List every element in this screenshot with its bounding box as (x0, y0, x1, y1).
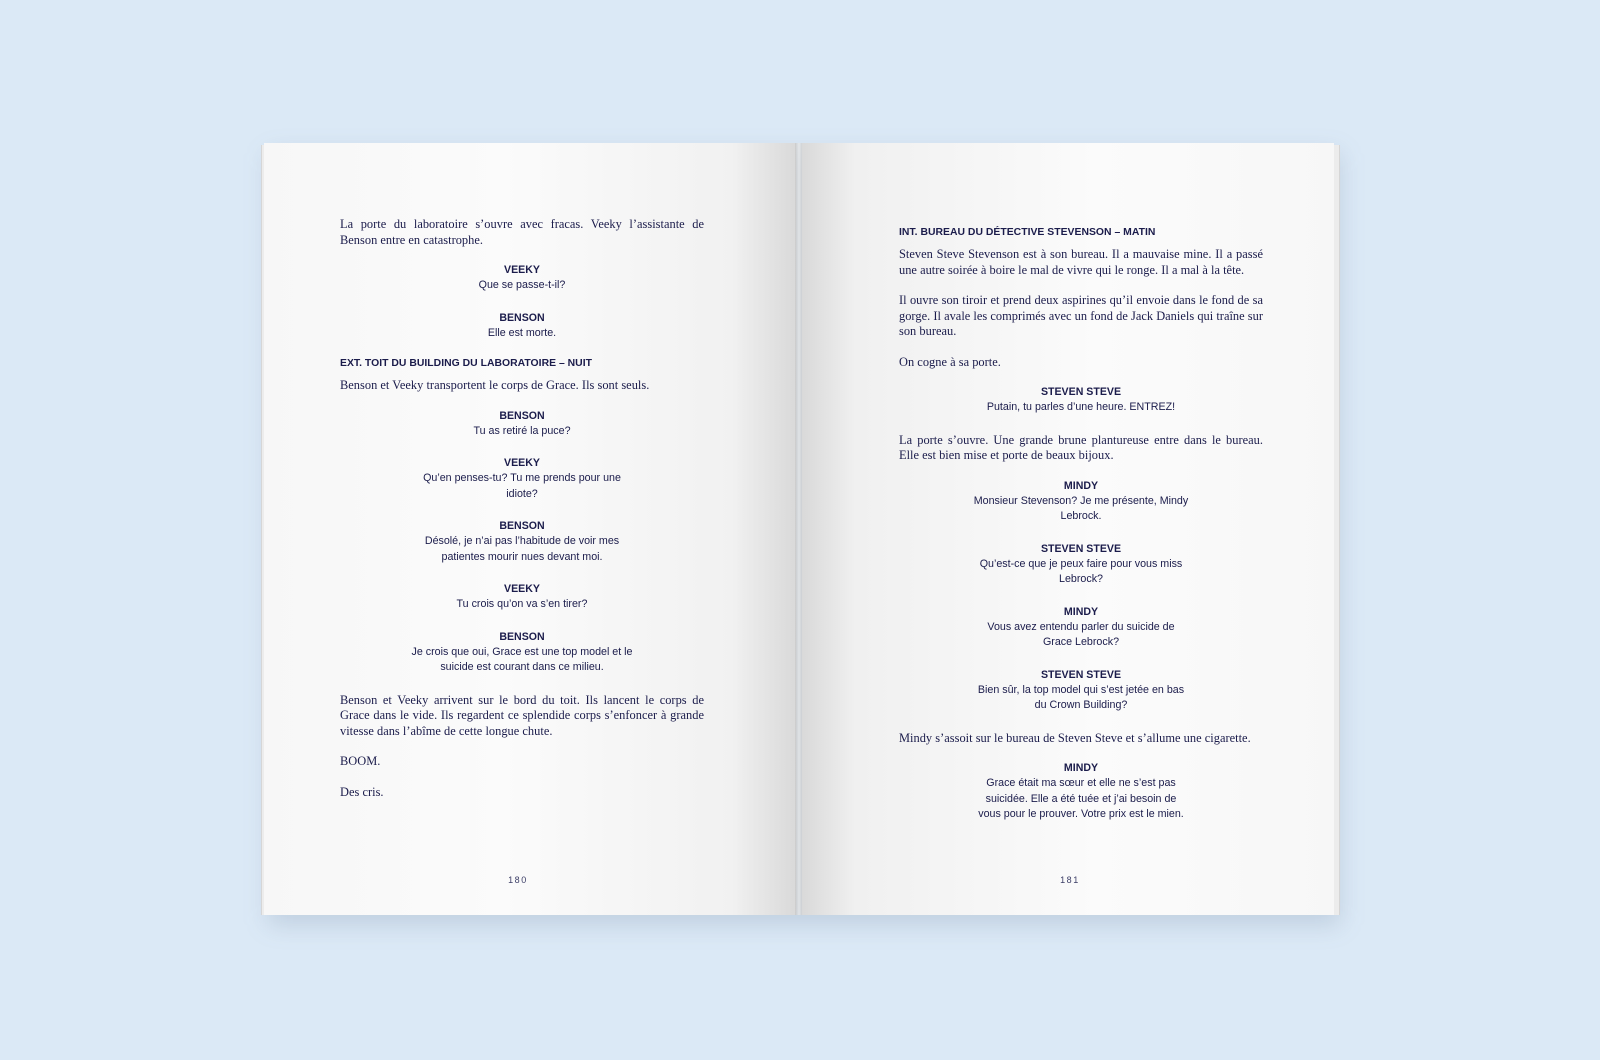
dialogue-line: suicidée. Elle a été tuée et j’ai besoin de (985, 792, 1177, 805)
action-paragraph: BOOM. (340, 754, 381, 768)
dialogue-line: Tu crois qu’on va s’en tirer? (456, 598, 588, 610)
dialogue-block (956, 385, 1206, 416)
character-name: VEEKY (504, 457, 540, 469)
dialogue-line: Grace Lebrock? (1042, 636, 1120, 648)
dialogue-line: Grace était ma sœur et elle ne s’est pas (986, 777, 1176, 789)
dialogue-block (956, 605, 1206, 651)
dialogue-block (956, 761, 1206, 823)
dialogue-block (956, 542, 1206, 588)
character-name: STEVEN STEVE (1040, 542, 1122, 555)
action-paragraph: Benson et Veeky transportent le corps de Grace. Ils sont seuls. (340, 378, 650, 392)
character-name: BENSON (499, 520, 545, 532)
dialogue-line: Monsieur Stevenson? Je me présente, Mindy (973, 494, 1189, 507)
action-paragraph: La porte du laboratoire s’ouvre avec fracas. Veeky l’assistante de Benson entre en catastrophe. (340, 217, 704, 247)
dialogue-line: Je crois que oui, Grace est une top model et le (411, 645, 633, 658)
dialogue-line: Elle est morte. (487, 326, 557, 339)
dialogue-block (397, 582, 647, 613)
dialogue-line: Lebrock. (1060, 510, 1102, 522)
character-name: MINDY (1063, 762, 1099, 774)
dialogue-line: Qu’est-ce que je peux faire pour vous miss (979, 557, 1183, 570)
left-page-number: 180 (508, 875, 528, 885)
dialogue-line: du Crown Building? (1034, 699, 1128, 711)
action-paragraph: Des cris. (340, 784, 384, 799)
dialogue-line: patientes mourir nues devant moi. (441, 550, 603, 563)
character-name: VEEKY (504, 583, 540, 595)
action-paragraph: Steven Steve Stevenson est à son bureau. Il a mauvaise mine. Il a passé une autre soirée à boire le mal de vivre qui le ronge. Il a mal à la tête. (899, 247, 1263, 277)
right-page-number: 181 (1060, 875, 1080, 885)
action-paragraph: La porte s’ouvre. Une grande brune plantureuse entre dans le bureau. Elle est bien mise et porte de beaux bijoux. (899, 432, 1263, 462)
action-paragraph: Benson et Veeky arrivent sur le bord du toit. Ils lancent le corps de Grace dans le vide. Ils regardent ce splendide corps s’enfoncer à grande vitesse dans l’abîme de cette longue chute. (340, 692, 704, 738)
dialogue-line: Putain, tu parles d’une heure. ENTREZ! (986, 401, 1176, 413)
scene-heading: INT. BUREAU DU DÉTECTIVE STEVENSON – MATIN (899, 227, 1156, 238)
right-page (802, 143, 1334, 915)
character-name: STEVEN STEVE (1040, 668, 1122, 681)
character-name: VEEKY (504, 264, 540, 276)
dialogue-line: Que se passe-t-il? (478, 279, 566, 291)
dialogue-line: suicide est courant dans ce milieu. (440, 661, 604, 673)
dialogue-block (956, 479, 1206, 525)
dialogue-block (397, 630, 647, 676)
dialogue-block (397, 456, 647, 502)
dialogue-line: idiote? (506, 487, 538, 500)
dialogue-line: Bien sûr, la top model qui s’est jetée en bas (977, 683, 1185, 696)
character-name: BENSON (499, 311, 545, 324)
character-name: MINDY (1063, 479, 1099, 492)
right-page-edge (1333, 145, 1340, 915)
dialogue-line: Lebrock? (1059, 573, 1103, 585)
open-book (264, 143, 1334, 915)
action-paragraph: Il ouvre son tiroir et prend deux aspirines qu’il envoie dans le fond de sa gorge. Il avale les comprimés avec un fond de Jack Daniels qui traîne sur son bureau. (899, 293, 1263, 338)
dialogue-line: vous pour le prouver. Votre prix est le mien. (978, 808, 1184, 820)
scene-heading: EXT. TOIT DU BUILDING DU LABORATOIRE – NUIT (340, 358, 592, 369)
action-paragraph: On cogne à sa porte. (899, 354, 1001, 369)
dialogue-line: Vous avez entendu parler du suicide de (987, 620, 1175, 633)
dialogue-line: Qu’en penses-tu? Tu me prends pour une (423, 472, 621, 484)
dialogue-block (397, 519, 647, 565)
right-page-content (899, 227, 1263, 840)
action-paragraph: Mindy s’assoit sur le bureau de Steven Steve et s’allume une cigarette. (899, 730, 1251, 745)
dialogue-line: Tu as retiré la puce? (473, 424, 571, 437)
character-name: STEVEN STEVE (1040, 386, 1122, 398)
dialogue-block (956, 668, 1206, 714)
left-page-content (340, 217, 704, 815)
character-name: MINDY (1063, 605, 1099, 618)
character-name: BENSON (499, 409, 545, 422)
dialogue-block (397, 409, 647, 440)
dialogue-line: Désolé, je n’ai pas l’habitude de voir mes (424, 535, 620, 547)
dialogue-block (397, 263, 647, 294)
left-page (264, 143, 796, 915)
dialogue-block (397, 311, 647, 342)
character-name: BENSON (499, 630, 545, 643)
